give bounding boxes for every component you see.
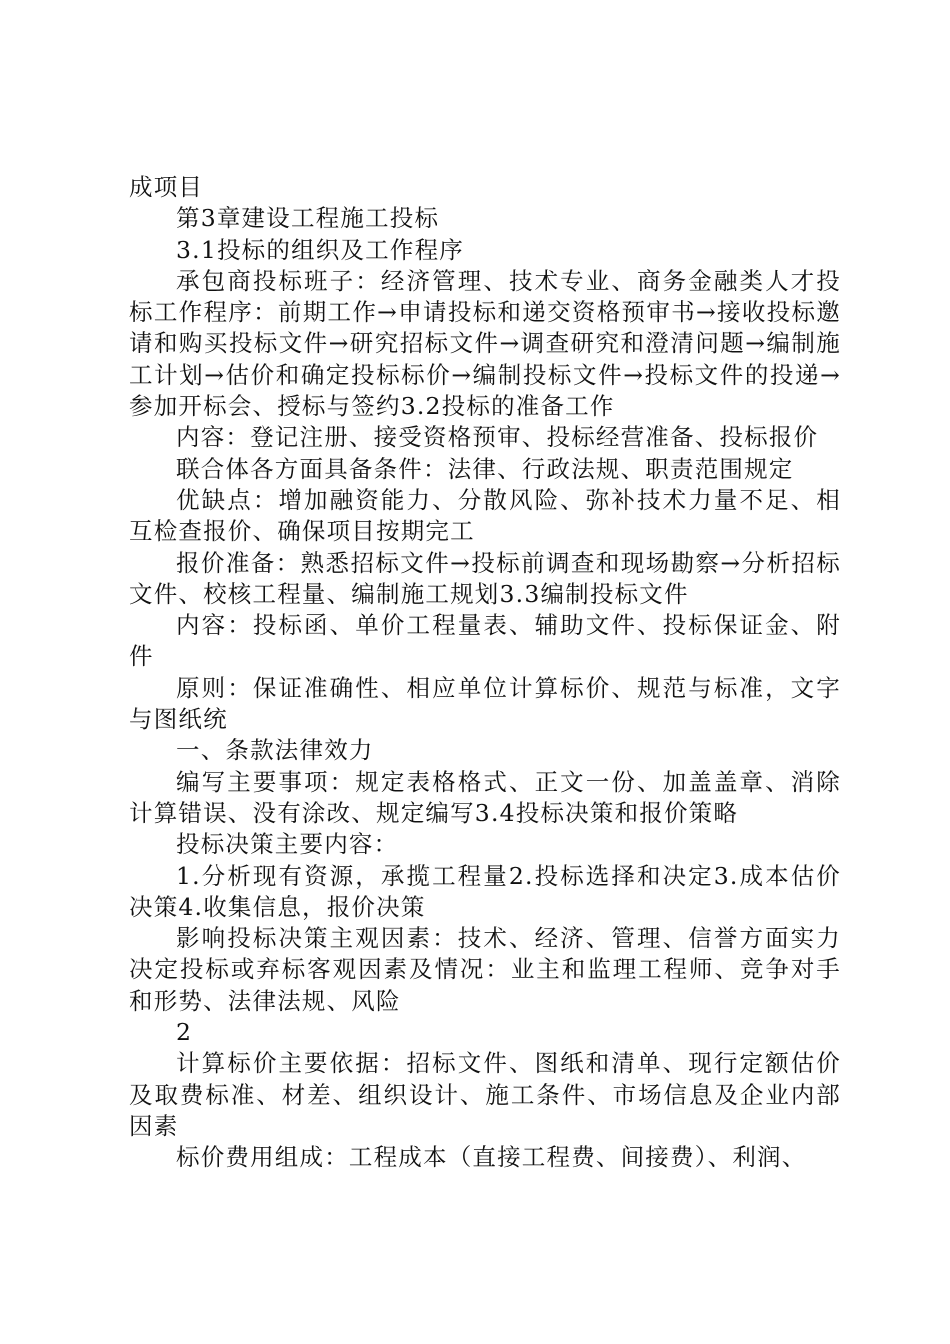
chapter-heading: 第3章建设工程施工投标: [176, 204, 440, 233]
paragraph: 联合体各方面具备条件：法律、行政法规、职责范围规定: [176, 454, 794, 483]
paragraph: 一、条款法律效力: [176, 736, 374, 765]
paragraph: 原则：保证准确性、相应单位计算标价、规范与标准，文字与图纸统: [129, 673, 841, 734]
document-body: [129, 172, 841, 1174]
paragraph: 编写主要事项：规定表格格式、正文一份、加盖盖章、消除计算错误、没有涂改、规定编写3.4投标决策和报价策略: [129, 767, 841, 827]
paragraph: 计算标价主要依据：招标文件、图纸和清单、现行定额估价及取费标准、材差、组织设计、施工条件、市场信息及企业内部因素: [129, 1049, 841, 1140]
paragraph: 内容：投标函、单价工程量表、辅助文件、投标保证金、附件: [129, 611, 841, 671]
section-heading: 3.1投标的组织及工作程序: [176, 235, 464, 264]
paragraph: 1.分析现有资源，承揽工程量2.投标选择和决定3.成本估价决策4.收集信息，报价决策: [129, 861, 841, 921]
page-number: 2: [176, 1018, 193, 1047]
paragraph: 影响投标决策主观因素：技术、经济、管理、信誉方面实力决定投标或弃标客观因素及情况：业主和监理工程师、竞争对手和形势、法律法规、风险: [129, 924, 841, 1015]
paragraph: 优缺点：增加融资能力、分散风险、弥补技术力量不足、相互检查报价、确保项目按期完工: [129, 485, 841, 546]
paragraph: 内容：登记注册、接受资格预审、投标经营准备、投标报价: [176, 423, 819, 452]
paragraph: 承包商投标班子：经济管理、技术专业、商务金融类人才投标工作程序：前期工作→申请投标和递交资格预审书→接收投标邀请和购买投标文件→研究招标文件→调查研究和澄清问题→编制施工计划→估价和确定投标标价→编制投标文件→投标文件的投递→参加开标会、授标与签约3.2投标的准备工作: [129, 266, 841, 421]
paragraph-continuation: 成项目: [129, 173, 204, 201]
paragraph: 报价准备：熟悉招标文件→投标前调查和现场勘察→分析招标文件、校核工程量、编制施工规划3.3编制投标文件: [129, 548, 841, 608]
paragraph: 投标决策主要内容：: [176, 830, 399, 859]
paragraph: 标价费用组成：工程成本（直接工程费、间接费）、利润、: [176, 1143, 807, 1172]
